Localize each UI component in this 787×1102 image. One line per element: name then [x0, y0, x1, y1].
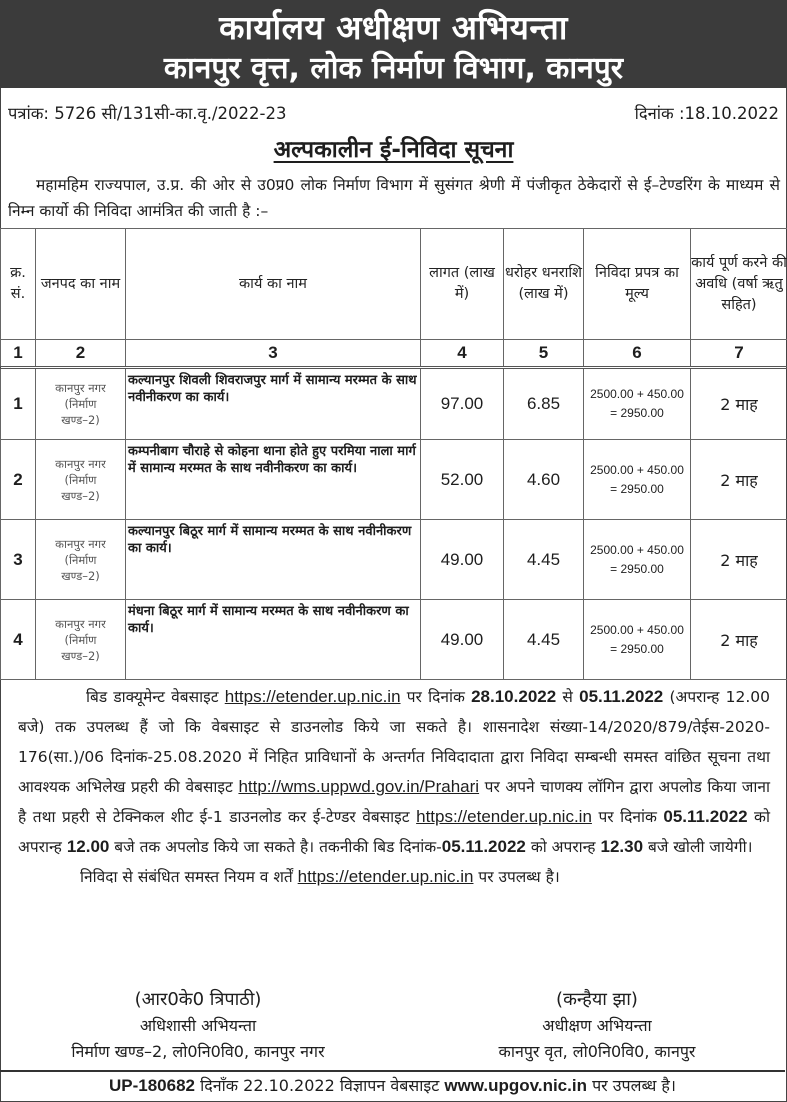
body-text: बजे खोली जायेगी।	[647, 838, 753, 856]
table-row	[1, 440, 787, 520]
etender-link[interactable]: https://etender.up.nic.in	[416, 807, 592, 826]
body-text: (अपरान्ह 12.00 बजे) तक उपलब्ध हैं जो कि वेबसाइट से डाउनलोड किये जा सकते है। शासनादेश संख्या-14/2020/879/तेईस-2020-176(सा.)/06 दिनांक-25.08.2020 में निहित प्राविधानों के अन्तर्गत निविदादाता द्वारा निविदा सम्बन्धी समस्त वांछित सूचना तथा आवश्यक अभिलेख प्रहरी की वेबसाइट	[18, 688, 770, 796]
notice-title-text: अल्पकालीन ई-निविदा सूचना	[273, 137, 514, 163]
column-number: 2	[36, 340, 126, 368]
cell-duration: 2 माह	[691, 368, 787, 440]
fee-line: 2500.00 + 450.00	[590, 622, 684, 637]
header-form-fee: निविदा प्रपत्र का मूल्य	[584, 229, 691, 340]
table-row	[1, 520, 787, 600]
cell-serial: 4	[1, 600, 36, 680]
cell-form-fee	[584, 600, 691, 680]
cell-serial: 1	[1, 368, 36, 440]
body-text: बिड डाक्यूमेन्ट वेबसाइट	[86, 688, 219, 706]
district-line: (निर्माण	[64, 472, 97, 487]
body-text: पर दिनांक	[406, 688, 465, 706]
cell-district	[36, 600, 126, 680]
signatory-name: (कन्हैया झा)	[556, 989, 638, 1010]
district-line: (निर्माण	[64, 552, 97, 567]
fee-line: 2500.00 + 450.00	[590, 387, 684, 401]
cell-cost: 49.00	[421, 600, 504, 680]
technical-bid-date: 05.11.2022	[441, 837, 526, 856]
cell-work-name: कम्पनीबाग चौराहे से कोहना थाना होते हुए परमिया नाला मार्ग में सामान्य मरम्मत के साथ नवीनीकरण का कार्य।	[126, 440, 421, 520]
technical-bid-time: 12.30	[600, 837, 644, 856]
upload-deadline-time: 12.00	[66, 837, 110, 856]
fee-total: = 2950.00	[610, 481, 664, 496]
advertisement-footer	[0, 1070, 785, 1102]
cell-duration: 2 माह	[691, 440, 787, 520]
signatory-designation: अधिशासी अभियन्ता	[139, 1016, 257, 1035]
letter-date: दिनांक :18.10.2022	[634, 104, 779, 123]
table-header-row	[1, 229, 787, 340]
district-line: कानपुर नगर	[55, 536, 106, 551]
etender-link[interactable]: https://etender.up.nic.in	[224, 687, 401, 706]
body-paragraph-1	[18, 682, 770, 862]
column-number: 3	[126, 340, 421, 368]
header-cost: लागत (लाख में)	[421, 229, 504, 340]
office-title: कार्यालय अधीक्षण अभियन्ता	[219, 8, 568, 47]
cell-form-fee	[584, 520, 691, 600]
header-work-name: कार्य का नाम	[126, 229, 421, 340]
intro-paragraph	[8, 172, 780, 224]
body-text: निविदा से संबंधित समस्त नियम व शर्तें	[80, 868, 293, 886]
footer-date: 22.10.2022	[243, 1076, 335, 1095]
reference-line	[8, 101, 779, 123]
table-row	[1, 600, 787, 680]
column-number: 7	[691, 340, 787, 368]
letter-number: पत्रांक: 5726 सी/131सी-का.वृ./2022-23	[8, 104, 287, 123]
column-number-row	[1, 340, 787, 368]
header-serial: क्र. सं.	[1, 229, 36, 340]
header-earnest-money: धरोहर धनराशि (लाख में)	[504, 229, 584, 340]
column-number: 1	[1, 340, 36, 368]
office-header	[0, 0, 787, 88]
footer-text: विज्ञापन वेबसाइट	[339, 1076, 440, 1095]
signatory-office: निर्माण खण्ड–2, लो0नि0वि0, कानपुर नगर	[71, 1042, 325, 1061]
body-text: बजे तक अपलोड किये जा सकते है। तकनीकी बिड दिनांक-	[114, 838, 442, 856]
column-number: 4	[421, 340, 504, 368]
district-line: कानपुर नगर	[55, 456, 106, 471]
cell-earnest-money: 4.45	[504, 600, 584, 680]
body-paragraph-2	[18, 862, 770, 892]
etender-link[interactable]: https://etender.up.nic.in	[297, 867, 474, 886]
district-line: खण्ड–2)	[61, 568, 100, 583]
cell-cost: 97.00	[421, 368, 504, 440]
signature-executive-engineer	[8, 987, 388, 1065]
cell-cost: 52.00	[421, 440, 504, 520]
district-line: खण्ड–2)	[61, 413, 100, 427]
cell-serial: 2	[1, 440, 36, 520]
advertisement-code: UP-180682	[109, 1076, 196, 1095]
cell-earnest-money: 4.45	[504, 520, 584, 600]
body-text: को अपरान्ह	[18, 808, 770, 856]
fee-line: 2500.00 + 450.00	[590, 542, 684, 557]
district-line: खण्ड–2)	[61, 648, 100, 663]
fee-line: 2500.00 + 450.00	[590, 462, 684, 477]
fee-total: = 2950.00	[610, 561, 664, 576]
bid-end-date: 05.11.2022	[579, 687, 664, 706]
cell-district	[36, 440, 126, 520]
cell-form-fee	[584, 440, 691, 520]
body-text: पर उपलब्ध है।	[478, 868, 560, 886]
district-line: (निर्माण	[64, 397, 97, 411]
footer-text: पर उपलब्ध है।	[592, 1076, 676, 1095]
notice-title	[0, 132, 787, 164]
signatory-office: कानपुर वृत, लो0नि0वि0, कानपुर	[498, 1042, 696, 1061]
cell-work-name: मंधना बिठूर मार्ग में सामान्य मरम्मत के साथ नवीनीकरण का कार्य।	[126, 600, 421, 680]
cell-duration: 2 माह	[691, 600, 787, 680]
cell-work-name: कल्यानपुर शिवली शिवराजपुर मार्ग में सामान्य मरम्मत के साथ नवीनीकरण का कार्य।	[126, 368, 421, 440]
body-text: से	[562, 688, 573, 706]
header-duration: कार्य पूर्ण करने की अवधि (वर्षा ऋतु सहित)	[691, 229, 787, 340]
intro-text: महामहिम राज्यपाल, उ.प्र. की ओर से उ0प्र0 लोक निर्माण विभाग में सुसंगत श्रेणी में पंजीकृत ठेकेदारों से ई–टेण्डरिंग के माध्यम से निम्न कार्यो की निविदा आमंत्रित की जाती है :–	[8, 176, 780, 220]
district-line: कानपुर नगर	[55, 381, 106, 395]
district-line: कानपुर नगर	[55, 616, 106, 631]
cell-work-name: कल्यानपुर बिठूर मार्ग में सामान्य मरम्मत के साथ नवीनीकरण का कार्य।	[126, 520, 421, 600]
footer-date-label: दिनाँक	[200, 1076, 239, 1095]
signature-superintending-engineer	[417, 987, 777, 1065]
column-number: 6	[584, 340, 691, 368]
prahari-link[interactable]: http://wms.uppwd.gov.in/Prahari	[238, 777, 480, 796]
cell-duration: 2 माह	[691, 520, 787, 600]
bid-start-date: 28.10.2022	[471, 687, 557, 706]
office-subtitle: कानपुर वृत्त, लोक निर्माण विभाग, कानपुर	[163, 51, 624, 86]
cell-district	[36, 368, 126, 440]
upload-deadline-date: 05.11.2022	[663, 807, 748, 826]
body-text: पर दिनांक	[598, 808, 657, 826]
notice-body	[18, 682, 770, 892]
cell-earnest-money: 4.60	[504, 440, 584, 520]
column-number: 5	[504, 340, 584, 368]
header-district: जनपद का नाम	[36, 229, 126, 340]
footer-website-link[interactable]: www.upgov.nic.in	[444, 1076, 587, 1095]
cell-earnest-money: 6.85	[504, 368, 584, 440]
fee-total: = 2950.00	[610, 406, 664, 420]
cell-serial: 3	[1, 520, 36, 600]
table-row	[1, 368, 787, 440]
body-text: को अपरान्ह	[530, 838, 596, 856]
cell-form-fee	[584, 368, 691, 440]
signatory-designation: अधीक्षण अभियन्ता	[542, 1016, 652, 1035]
signatory-name: (आर0के0 त्रिपाठी)	[134, 989, 262, 1010]
district-line: (निर्माण	[64, 632, 97, 647]
district-line: खण्ड–2)	[61, 488, 100, 503]
body-text: पर अपने चाणक्य लॉगिन द्वारा अपलोड किया जाना है तथा प्रहरी से टेक्निकल शीट ई-1 डाउनलोड कर ई-टेण्डर वेबसाइट	[18, 778, 771, 826]
works-table	[0, 228, 787, 680]
cell-district	[36, 520, 126, 600]
cell-cost: 49.00	[421, 520, 504, 600]
fee-total: = 2950.00	[610, 641, 664, 656]
